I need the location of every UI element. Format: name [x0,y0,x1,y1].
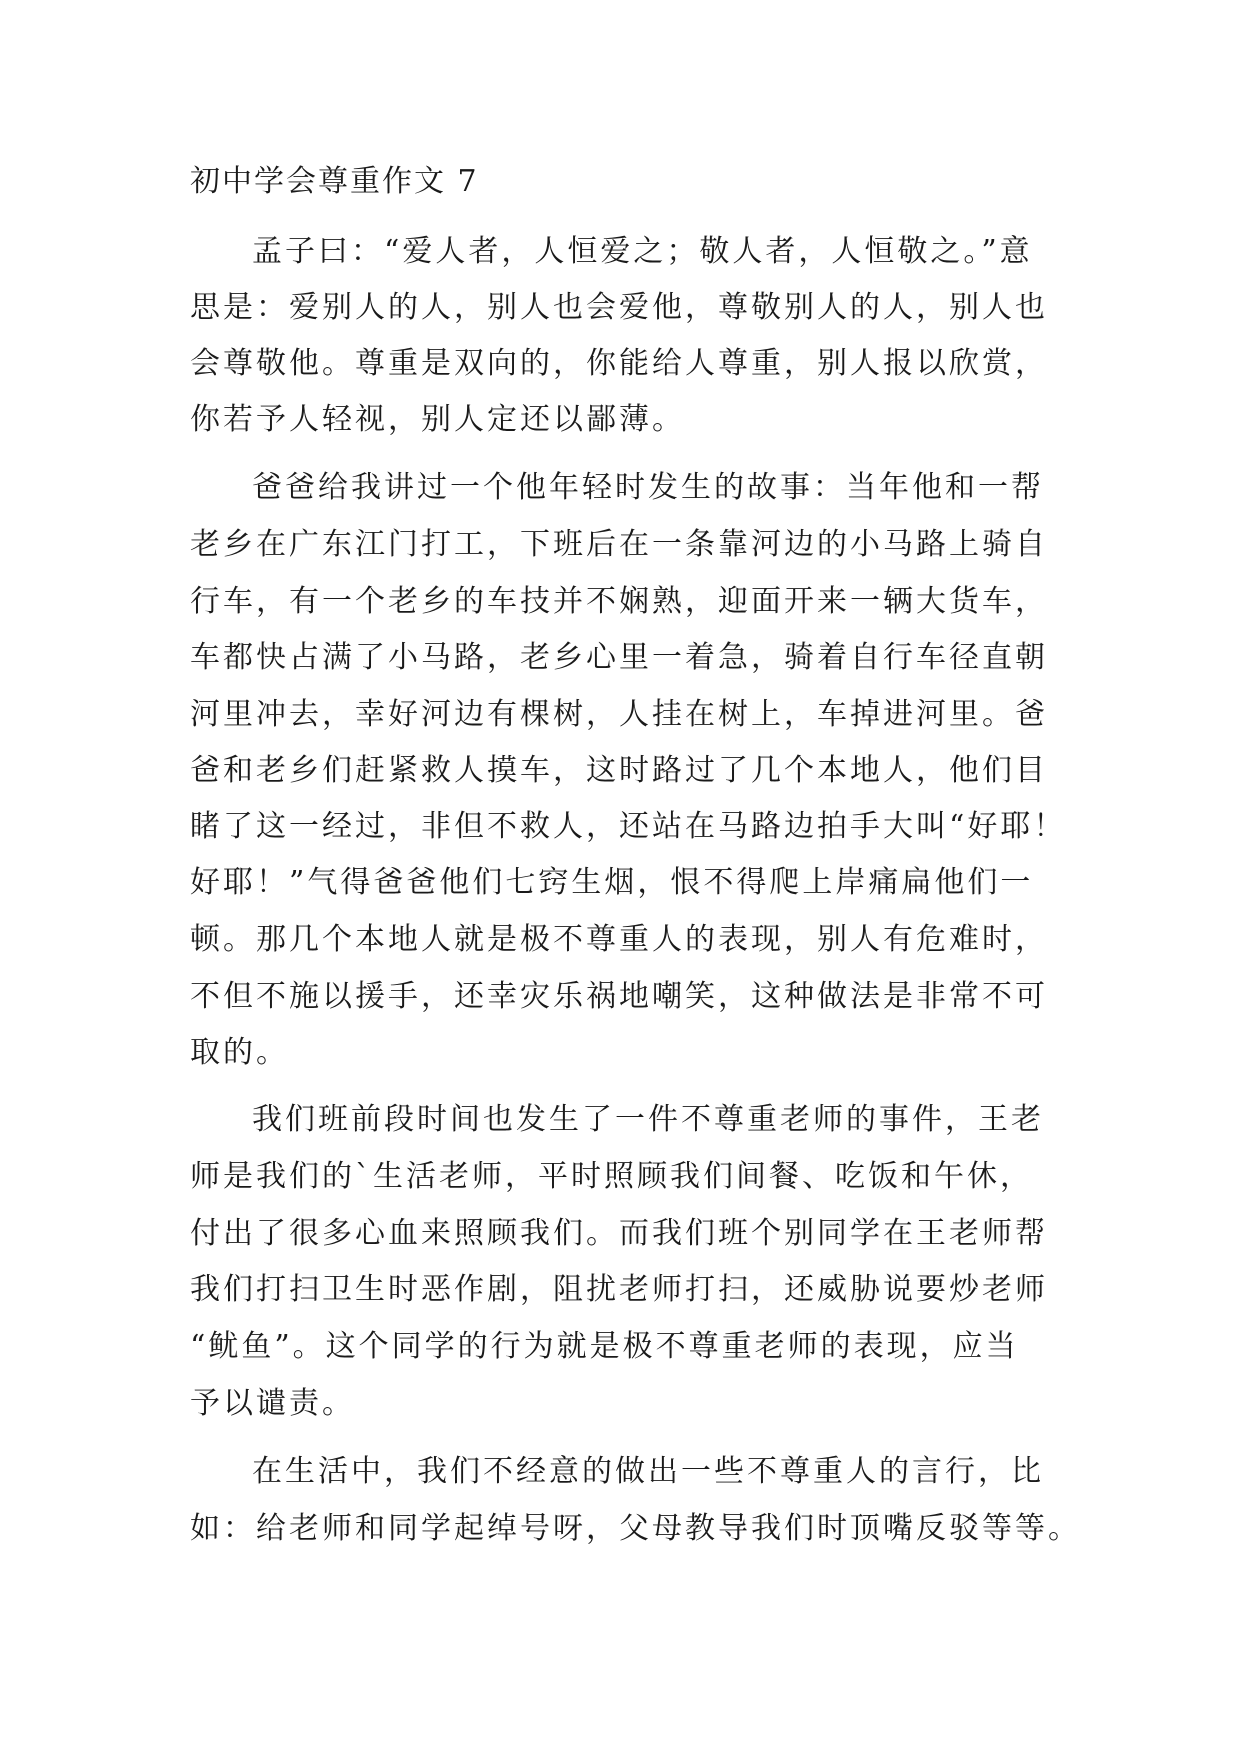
text-line: 会尊敬他。尊重是双向的，你能给人尊重，别人报以欣赏， [190,346,1048,381]
text-line: 车都快占满了小马路，老乡心里一着急，骑着自行车径直朝 [190,640,1048,675]
text-line: 爸和老乡们赶紧救人摸车，这时路过了几个本地人，他们目 [190,753,1048,788]
text-line: 行车，有一个老乡的车技并不娴熟，迎面开来一辆大货车， [190,584,1048,619]
text-line: 思是：爱别人的人，别人也会爱他，尊敬别人的人，别人也 [190,290,1048,325]
text-line: 好耶！”气得爸爸他们七窍生烟，恨不得爬上岸痛扁他们一 [190,865,1034,900]
text-line: “鱿鱼”。这个同学的行为就是极不尊重老师的表现，应当 [190,1329,1019,1364]
text-line: 孟子曰：“爱人者，人恒爱之；敬人者，人恒敬之。”意 [252,234,1033,269]
text-line: 取的。 [190,1035,289,1070]
text-line: 顿。那几个本地人就是极不尊重人的表现，别人有危难时， [190,922,1048,957]
text-line: 我们打扫卫生时恶作剧，阻扰老师打扫，还威胁说要炒老师 [190,1272,1048,1307]
text-line: 在生活中，我们不经意的做出一些不尊重人的言行，比 [252,1454,1044,1489]
text-line: 师是我们的`生活老师，平时照顾我们间餐、吃饭和午休， [190,1159,1033,1194]
text-line: 不但不施以援手，还幸灾乐祸地嘲笑，这种做法是非常不可 [190,979,1048,1014]
text-line: 爸爸给我讲过一个他年轻时发生的故事：当年他和一帮 [252,470,1044,505]
text-line: 付出了很多心血来照顾我们。而我们班个别同学在王老师帮 [190,1216,1048,1251]
text-line: 河里冲去，幸好河边有棵树，人挂在树上，车掉进河里。爸 [190,697,1048,732]
document-title: 初中学会尊重作文 7 [190,164,479,199]
text-line: 如：给老师和同学起绰号呀，父母教导我们时顶嘴反驳等等。 [190,1511,1081,1546]
text-line: 睹了这一经过，非但不救人，还站在马路边拍手大叫“好耶！ [190,809,1067,844]
text-line: 我们班前段时间也发生了一件不尊重老师的事件，王老 [252,1102,1044,1137]
text-line: 你若予人轻视，别人定还以鄙薄。 [190,402,685,437]
text-line: 老乡在广东江门打工，下班后在一条靠河边的小马路上骑自 [190,527,1048,562]
text-line: 予以谴责。 [190,1386,355,1421]
